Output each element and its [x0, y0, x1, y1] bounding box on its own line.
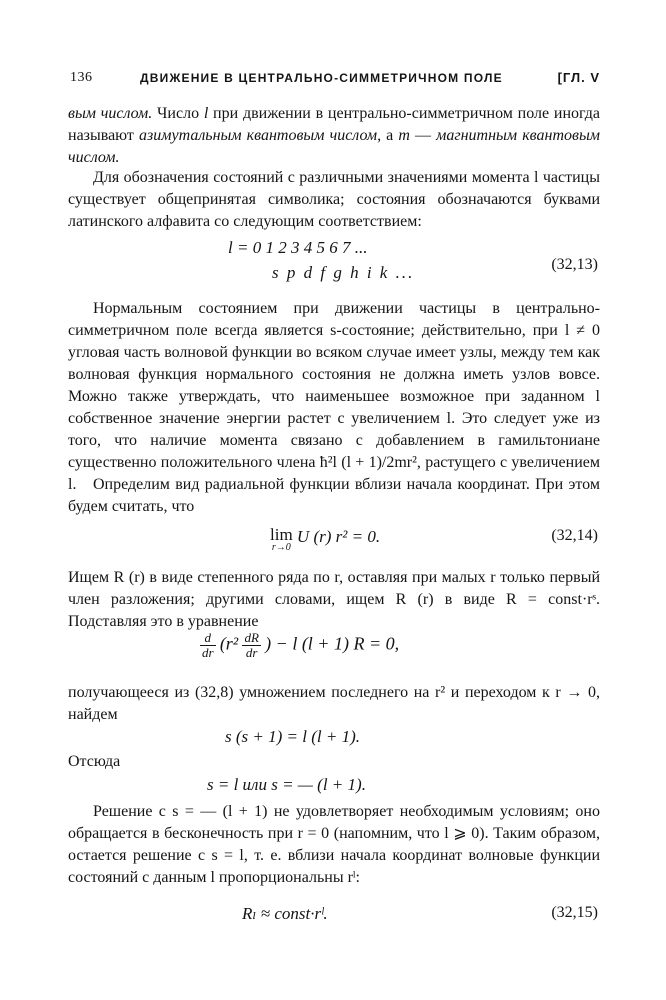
paragraph-1: вым числом. Число l при движении в центрально-симметричном поле иногда называют азимутальным квантовым числом, а m — магнитным квантовым числом.: [68, 105, 601, 166]
paragraph-6: получающееся из (32,8) умножением последнего на r² и переходом к r → 0, найдем: [68, 684, 600, 723]
equation-s: s (s + 1) = l (l + 1).: [225, 727, 360, 746]
equation-32-14: lim r→0 U (r) r² = 0.: [270, 525, 381, 553]
paragraph-5: Ищем R (r) в виде степенного ряда по r, оставляя при малых r только первый член разложения; другими словами, ищем R (r) в виде R = const·rˢ. Подставляя это в уравнение: [68, 569, 600, 630]
chapter-label: [ГЛ. V: [557, 70, 600, 85]
equation-number-32-13: (32,13): [551, 256, 598, 273]
running-title: ДВИЖЕНИЕ В ЦЕНТРАЛЬНО-СИММЕТРИЧНОМ ПОЛЕ: [140, 71, 503, 85]
equation-32-13-row2: s p d f g h i k ...: [272, 263, 415, 282]
paragraph-4: Определим вид радиальной функции вблизи начала координат. При этом будем считать, что: [68, 476, 600, 515]
paragraph-7: Отсюда: [68, 753, 121, 770]
running-header: [70, 70, 600, 92]
paragraph-2: Для обозначения состояний с различными значениями момента l частицы существует общепринятая символика; состояния обозначаются буквами латинского алфавита со следующим соответствием:: [68, 169, 600, 230]
equation-32-15: Rₗ ≈ const·rˡ.: [242, 904, 328, 923]
equation-s-or: s = l или s = — (l + 1).: [207, 775, 366, 794]
radial-equation: $\frac{d}{dr}$ (r² $\frac{dR}{dr}$ ) − l (l + 1) R = 0,: [202, 630, 400, 660]
equation-32-13-row1: l = 0 1 2 3 4 5 6 7 ...: [228, 238, 368, 257]
paragraph-8: Решение с s = — (l + 1) не удовлетворяет необходимым условиям; оно обращается в бесконечность при r = 0 (напомним, что l ⩾ 0). Таким образом, остается решение с s = l, т. е. вблизи начала координат волновые функции состояний с данным l пропорциональны rˡ:: [68, 803, 600, 886]
page-number: 136: [70, 70, 93, 85]
equation-number-32-15: (32,15): [551, 904, 598, 921]
paragraph-3: Нормальным состоянием при движении частицы в центрально-симметричном поле всегда является s-состояние; действительно, при l ≠ 0 угловая часть волновой функции во всяком случае имеет узлы, между тем как волновая функция нормального состояния не должна иметь узлов вовсе. Можно также утверждать, что наименьшее возможное при заданном l собственное значение энергии растет с увеличением l. Это следует уже из того, что наличие момента связано с добавлением в гамильтониане существенно положительного члена ħ²l (l + 1)/2mr², растущего с увеличением l.: [68, 300, 600, 493]
equation-number-32-14: (32,14): [551, 527, 598, 544]
